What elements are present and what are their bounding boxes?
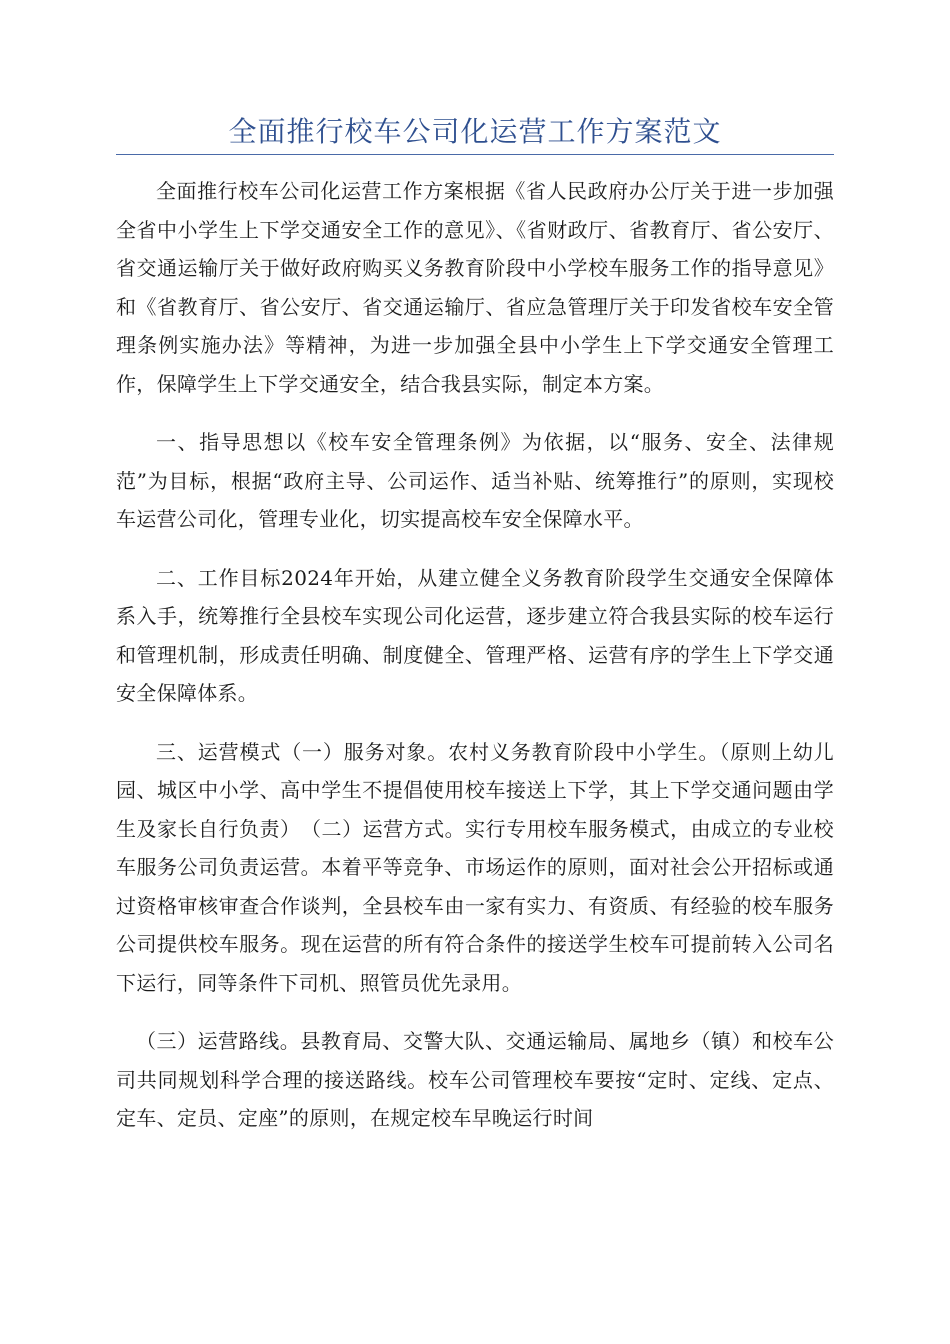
document-title: 全面推行校车公司化运营工作方案范文 xyxy=(228,115,722,148)
title-underline xyxy=(116,154,834,155)
paragraph-guiding-ideology: 一、指导思想以《校车安全管理条例》为依据，以“服务、安全、法律规范”为目标，根据“政府主导、公司运作、适当补贴、统筹推行”的原则，实现校车运营公司化，管理专业化，切实提高校车安全保障水平。 xyxy=(116,430,834,531)
document-body xyxy=(116,172,834,1158)
paragraph-work-goals: 二、工作目标2024年开始，从建立健全义务教育阶段学生交通安全保障体系入手，统筹推行全县校车实现公司化运营，逐步建立符合我县实际的校车运行和管理机制，形成责任明确、制度健全、管理严格、运营有序的学生上下学交通安全保障体系。 xyxy=(116,565,834,705)
paragraph-operation-routes: （三）运营路线。县教育局、交警大队、交通运输局、属地乡（镇）和校车公司共同规划科学合理的接送路线。校车公司管理校车要按“定时、定线、定点、定车、定员、定座”的原则，在规定校车早晚运行时间 xyxy=(116,1029,834,1130)
paragraph-intro: 全面推行校车公司化运营工作方案根据《省人民政府办公厅关于进一步加强全省中小学生上下学交通安全工作的意见》、《省财政厅、省教育厅、省公安厅、省交通运输厅关于做好政府购买义务教育阶段中小学校车服务工作的指导意见》和《省教育厅、省公安厅、省交通运输厅、省应急管理厅关于印发省校车安全管理条例实施办法》等精神，为进一步加强全县中小学生上下学交通安全管理工作，保障学生上下学交通安全，结合我县实际，制定本方案。 xyxy=(116,179,834,396)
paragraph-operation-mode: 三、运营模式（一）服务对象。农村义务教育阶段中小学生。（原则上幼儿园、城区中小学、高中学生不提倡使用校车接送上下学，其上下学交通问题由学生及家长自行负责） （二）运营方式。实行专用校车服务模式，由成立的专业校车服务公司负责运营。本着平等竞争、市场运作的原则，面对社会公开招标或通过资格审核审查合作谈判，全县校车由一家有实力、有资质、有经验的校车服务公司提供校车服务。现在运营的所有符合条件的接送学生校车可提前转入公司名下运行，同等条件下司机、照管员优先录用。 xyxy=(116,739,834,995)
